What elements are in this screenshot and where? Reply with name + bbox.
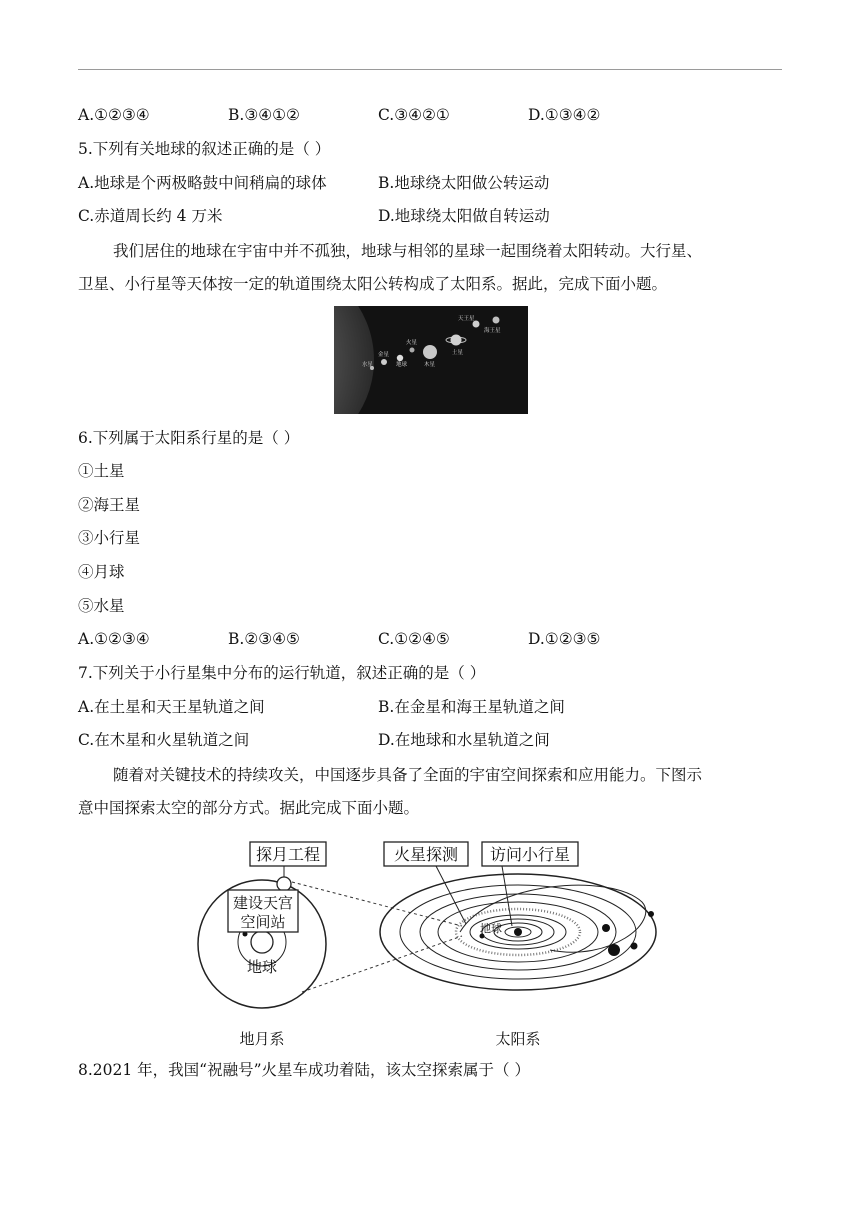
- caption-solar-system: 太阳系: [495, 1030, 541, 1048]
- saturn-planet-dot: [602, 924, 610, 932]
- passage2-line1: 随着对关键技术的持续攻关，中国逐步具备了全面的宇宙空间探索和应用能力。下图示: [113, 766, 703, 784]
- sun-dot: [514, 928, 522, 936]
- label-jupiter: 木星: [424, 362, 436, 368]
- q4-option-a: A.①②③④: [78, 106, 150, 124]
- label-earth: 地球: [396, 362, 408, 368]
- q8-stem: 8.2021 年，我国“祝融号”火星车成功着陆，该太空探索属于（ ）: [78, 1061, 530, 1079]
- box-station-line2: 空间站: [240, 913, 286, 931]
- header-rule: [78, 69, 782, 70]
- q7-option-d: D.在地球和水星轨道之间: [378, 731, 550, 749]
- uranus-planet-dot: [631, 943, 638, 950]
- q6-item-4: ④月球: [78, 563, 125, 581]
- venus-dot: [381, 359, 387, 365]
- earth-circle: [251, 931, 273, 953]
- q6-item-1: ①土星: [78, 462, 125, 480]
- label-saturn: 土星: [452, 350, 464, 356]
- q6-stem: 6.下列属于太阳系行星的是（ ）: [78, 429, 300, 447]
- q6-item-5: ⑤水星: [78, 597, 125, 615]
- label-uranus: 天王星: [458, 316, 475, 322]
- jupiter-planet-dot: [608, 944, 620, 956]
- saturn-dot: [451, 335, 462, 346]
- passage1-line1: 我们居住的地球在宇宙中并不孤独，地球与相邻的星球一起围绕着太阳转动。大行星、: [113, 242, 703, 260]
- q7-option-a: A.在土星和天王星轨道之间: [78, 698, 265, 716]
- neptune-planet-dot: [648, 911, 654, 917]
- q5-option-b: B.地球绕太阳做公转运动: [378, 174, 550, 192]
- q4-option-d: D.①③④②: [528, 106, 601, 124]
- q5-option-a: A.地球是个两极略鼓中间稍扁的球体: [78, 174, 327, 192]
- q6-item-2: ②海王星: [78, 496, 141, 514]
- q6-option-d: D.①②③⑤: [528, 630, 601, 648]
- q6-option-a: A.①②③④: [78, 630, 150, 648]
- q4-option-b: B.③④①②: [228, 106, 300, 124]
- q6-item-3: ③小行星: [78, 529, 141, 547]
- label-earth-small: 地球: [480, 922, 502, 935]
- neptune-dot: [493, 317, 500, 324]
- label-venus: 金星: [378, 352, 390, 358]
- passage1-line2: 卫星、小行星等天体按一定的轨道围绕太阳公转构成了太阳系。据此，完成下面小题。: [78, 275, 668, 293]
- passage2-line2: 意中国探索太空的部分方式。据此完成下面小题。: [78, 799, 420, 817]
- box-station-line1: 建设天宫: [232, 894, 294, 912]
- label-mercury: 水星: [362, 362, 374, 368]
- label-earth-large: 地球: [246, 958, 278, 976]
- caption-earth-moon-system: 地月系: [239, 1030, 285, 1048]
- label-mars: 火星: [406, 340, 418, 346]
- q7-stem: 7.下列关于小行星集中分布的运行轨道，叙述正确的是（ ）: [78, 664, 486, 682]
- space-exploration-diagram: [190, 832, 670, 1052]
- box-asteroid-text: 访问小行星: [489, 845, 571, 864]
- earth-dot: [397, 355, 403, 361]
- q4-option-c: C.③④②①: [378, 106, 450, 124]
- jupiter-dot: [423, 345, 437, 359]
- q6-option-c: C.①②④⑤: [378, 630, 450, 648]
- q7-option-b: B.在金星和海王星轨道之间: [378, 698, 565, 716]
- solar-system-image: [334, 306, 528, 414]
- connector-top: [292, 882, 462, 926]
- moon-circle: [277, 877, 291, 891]
- q5-option-d: D.地球绕太阳做自转运动: [378, 207, 550, 225]
- q7-option-c: C.在木星和火星轨道之间: [78, 731, 250, 749]
- box-moon-program-text: 探月工程: [255, 845, 321, 864]
- mars-dot: [410, 348, 415, 353]
- q5-stem: 5.下列有关地球的叙述正确的是（ ）: [78, 140, 331, 158]
- q5-option-c: C.赤道周长约 4 万米: [78, 207, 223, 225]
- box-mars-text: 火星探测: [393, 845, 459, 864]
- q6-option-b: B.②③④⑤: [228, 630, 300, 648]
- label-neptune: 海王星: [484, 328, 501, 334]
